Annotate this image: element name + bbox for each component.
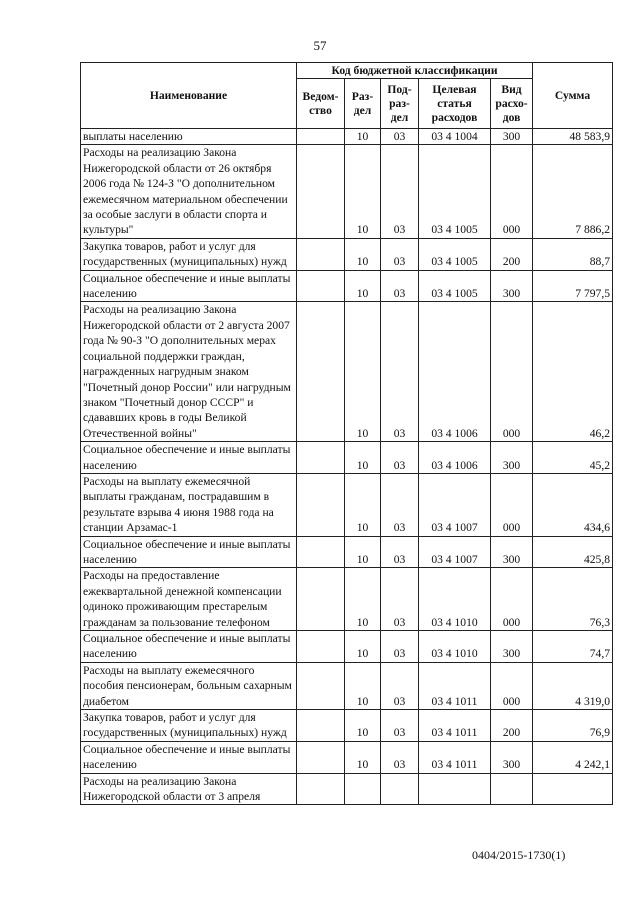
column-header-expense-type: Вид расхо-дов [491, 79, 533, 129]
cell-target: 03 4 1005 [419, 145, 491, 238]
cell-subsection: 03 [381, 129, 419, 145]
table-row [81, 473, 613, 536]
cell-expense-type: 300 [491, 741, 533, 773]
cell-name: выплаты населению [81, 129, 297, 145]
cell-sum: 434,6 [533, 473, 613, 536]
cell-expense-type: 000 [491, 145, 533, 238]
column-header-department: Ведом-ство [297, 79, 345, 129]
cell-name: Расходы на выплату ежемесячного пособия пенсионерам, больным сахарным диабетом [81, 662, 297, 709]
cell-target: 03 4 1006 [419, 442, 491, 474]
cell-section: 10 [345, 536, 381, 568]
table-row [81, 741, 613, 773]
cell-department [297, 773, 345, 805]
cell-target: 03 4 1004 [419, 129, 491, 145]
column-header-subsection: Под-раз-дел [381, 79, 419, 129]
cell-name: Закупка товаров, работ и услуг для государственных (муниципальных) нужд [81, 238, 297, 270]
cell-name: Расходы на реализацию Закона Нижегородской области от 2 августа 2007 года № 90-З "О дополнительных мерах социальной поддержки граждан, награжденных нагрудным знаком "Почетный донор России" или нагрудным знаком "Почетный донор СССР" и сдававших кровь в годы Великой Отечественной войны" [81, 302, 297, 442]
cell-target: 03 4 1005 [419, 238, 491, 270]
cell-department [297, 270, 345, 302]
column-header-name: Наименование [81, 63, 297, 129]
cell-section: 10 [345, 741, 381, 773]
cell-target: 03 4 1010 [419, 631, 491, 663]
cell-expense-type: 000 [491, 473, 533, 536]
cell-name: Расходы на выплату ежемесячной выплаты гражданам, пострадавшим в результате взрыва 4 июня 1988 года на станции Арзамас-1 [81, 473, 297, 536]
cell-target: 03 4 1011 [419, 662, 491, 709]
column-header-target: Целевая статья расходов [419, 79, 491, 129]
cell-sum: 48 583,9 [533, 129, 613, 145]
cell-name: Закупка товаров, работ и услуг для государственных (муниципальных) нужд [81, 710, 297, 742]
cell-name: Социальное обеспечение и иные выплаты населению [81, 442, 297, 474]
cell-name: Социальное обеспечение и иные выплаты населению [81, 536, 297, 568]
cell-expense-type: 300 [491, 631, 533, 663]
cell-department [297, 129, 345, 145]
cell-sum: 4 242,1 [533, 741, 613, 773]
cell-department [297, 568, 345, 631]
cell-name: Социальное обеспечение и иные выплаты населению [81, 741, 297, 773]
cell-subsection: 03 [381, 238, 419, 270]
cell-sum: 46,2 [533, 302, 613, 442]
cell-section: 10 [345, 145, 381, 238]
cell-subsection: 03 [381, 741, 419, 773]
cell-expense-type: 300 [491, 129, 533, 145]
cell-section: 10 [345, 631, 381, 663]
cell-subsection: 03 [381, 568, 419, 631]
table-row [81, 270, 613, 302]
cell-expense-type: 000 [491, 662, 533, 709]
cell-section: 10 [345, 442, 381, 474]
cell-expense-type: 000 [491, 302, 533, 442]
cell-name: Расходы на реализацию Закона Нижегородской области от 3 апреля [81, 773, 297, 805]
cell-subsection: 03 [381, 473, 419, 536]
cell-expense-type: 300 [491, 270, 533, 302]
cell-target: 03 4 1010 [419, 568, 491, 631]
cell-department [297, 741, 345, 773]
cell-sum [533, 773, 613, 805]
cell-department [297, 302, 345, 442]
cell-sum: 7 886,2 [533, 145, 613, 238]
cell-subsection: 03 [381, 442, 419, 474]
cell-name: Социальное обеспечение и иные выплаты населению [81, 631, 297, 663]
cell-subsection: 03 [381, 145, 419, 238]
cell-department [297, 145, 345, 238]
cell-subsection: 03 [381, 662, 419, 709]
table-row [81, 238, 613, 270]
cell-expense-type: 000 [491, 568, 533, 631]
cell-name: Социальное обеспечение и иные выплаты населению [81, 270, 297, 302]
cell-target: 03 4 1011 [419, 741, 491, 773]
cell-section: 10 [345, 129, 381, 145]
cell-target [419, 773, 491, 805]
cell-sum: 76,9 [533, 710, 613, 742]
cell-section: 10 [345, 270, 381, 302]
cell-name: Расходы на предоставление ежеквартальной денежной компенсации одиноко проживающим престарелым гражданам за пользование телефоном [81, 568, 297, 631]
cell-target: 03 4 1006 [419, 302, 491, 442]
cell-name: Расходы на реализацию Закона Нижегородской области от 26 октября 2006 года № 124-З "О дополнительном ежемесячном материальном обеспечении за особые заслуги в области спорта и культуры" [81, 145, 297, 238]
column-header-sum: Сумма [533, 63, 613, 129]
cell-department [297, 536, 345, 568]
cell-section: 10 [345, 238, 381, 270]
cell-sum: 4 319,0 [533, 662, 613, 709]
cell-expense-type: 300 [491, 536, 533, 568]
cell-section: 10 [345, 710, 381, 742]
cell-target: 03 4 1007 [419, 536, 491, 568]
cell-expense-type: 200 [491, 710, 533, 742]
cell-target: 03 4 1005 [419, 270, 491, 302]
table-row [81, 129, 613, 145]
cell-section: 10 [345, 473, 381, 536]
cell-target: 03 4 1007 [419, 473, 491, 536]
cell-department [297, 662, 345, 709]
table-row [81, 710, 613, 742]
cell-section: 10 [345, 302, 381, 442]
table-row [81, 662, 613, 709]
table-row [81, 773, 613, 805]
cell-expense-type [491, 773, 533, 805]
table-row [81, 536, 613, 568]
table-row [81, 302, 613, 442]
cell-department [297, 710, 345, 742]
document-code: 0404/2015-1730(1) [472, 848, 566, 862]
column-header-section: Раз-дел [345, 79, 381, 129]
cell-department [297, 473, 345, 536]
cell-expense-type: 300 [491, 442, 533, 474]
cell-section: 10 [345, 568, 381, 631]
cell-department [297, 442, 345, 474]
cell-subsection [381, 773, 419, 805]
cell-subsection: 03 [381, 270, 419, 302]
cell-sum: 88,7 [533, 238, 613, 270]
cell-sum: 7 797,5 [533, 270, 613, 302]
cell-sum: 76,3 [533, 568, 613, 631]
table-row [81, 442, 613, 474]
cell-sum: 45,2 [533, 442, 613, 474]
column-header-classification: Код бюджетной классификации [297, 63, 533, 79]
page-number: 57 [313, 38, 327, 53]
budget-table [80, 62, 613, 805]
cell-department [297, 238, 345, 270]
table-row [81, 145, 613, 238]
cell-target: 03 4 1011 [419, 710, 491, 742]
cell-sum: 425,8 [533, 536, 613, 568]
cell-department [297, 631, 345, 663]
cell-section: 10 [345, 662, 381, 709]
cell-expense-type: 200 [491, 238, 533, 270]
cell-sum: 74,7 [533, 631, 613, 663]
cell-subsection: 03 [381, 536, 419, 568]
cell-subsection: 03 [381, 302, 419, 442]
cell-subsection: 03 [381, 710, 419, 742]
cell-subsection: 03 [381, 631, 419, 663]
table-row [81, 568, 613, 631]
table-row [81, 631, 613, 663]
cell-section [345, 773, 381, 805]
table-body [81, 129, 613, 805]
